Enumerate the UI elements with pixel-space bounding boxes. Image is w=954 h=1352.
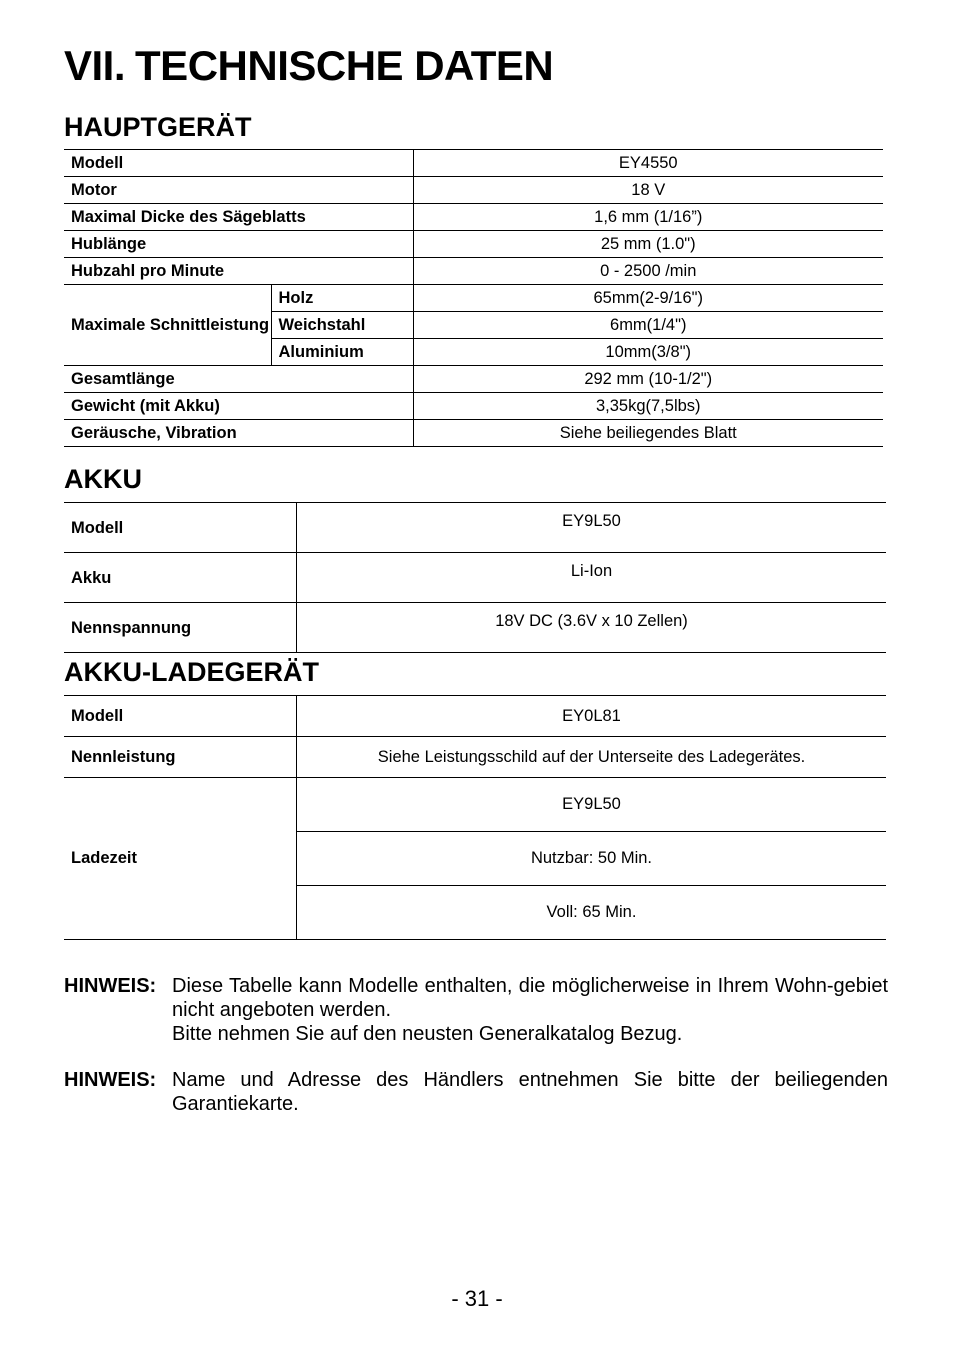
row-label: Gewicht (mit Akku) [64,393,413,420]
row-value: 65mm(2-9/16") [413,285,883,312]
row-value: Siehe Leistungsschild auf der Unterseite des Ladegerätes. [297,737,887,778]
row-label: Maximal Dicke des Sägeblatts [64,204,413,231]
row-value: 6mm(1/4") [413,312,883,339]
cutting-capacity-label: Maximale Schnittleistung [64,285,271,366]
table-row [64,231,883,258]
note-text: Name und Adresse des Händlers entnehmen Sie bitte der beiliegenden Garantiekarte. [172,1069,888,1115]
note-label: HINWEIS: [64,975,157,997]
page-number: - 31 - [451,1286,503,1311]
row-label: Modell [64,696,297,737]
row-label: Hublänge [64,231,413,258]
row-label: Nennspannung [64,603,297,653]
battery-heading: AKKU [64,464,142,494]
battery-table [64,502,886,653]
table-row [64,393,883,420]
row-value: EY9L50 [297,778,887,832]
row-value: EY0L81 [297,696,887,737]
note-label: HINWEIS: [64,1069,157,1091]
row-label: Gesamtlänge [64,366,413,393]
table-row [64,603,886,653]
table-row [64,778,886,832]
table-row [64,285,883,312]
row-value: 10mm(3/8") [413,339,883,366]
row-value: Siehe beiliegendes Blatt [413,420,883,447]
note-text-2: Bitte nehmen Sie auf den neusten Generalkatalog Bezug. [172,1023,683,1045]
main-unit-table [64,149,883,447]
note [64,1068,888,1116]
row-sublabel: Weichstahl [271,312,413,339]
table-row [64,737,886,778]
row-value: Nutzbar: 50 Min. [297,832,887,886]
row-sublabel: Holz [271,285,413,312]
table-row [64,696,886,737]
row-value: EY4550 [413,150,883,177]
row-label: Hubzahl pro Minute [64,258,413,285]
charger-heading: AKKU-LADEGERÄT [64,657,319,687]
row-value: Voll: 65 Min. [297,886,887,940]
table-row [64,420,883,447]
row-label: Motor [64,177,413,204]
row-value: 1,6 mm (1/16”) [413,204,883,231]
page-title [64,42,553,90]
row-label: Modell [64,503,297,553]
row-value: 18V DC (3.6V x 10 Zellen) [297,603,887,653]
note [64,974,888,1046]
row-sublabel: Aluminium [271,339,413,366]
note-text: Diese Tabelle kann Modelle enthalten, die möglicherweise in Ihrem Wohn-gebiet nicht angeboten werden. [172,975,888,1021]
row-label: Geräusche, Vibration [64,420,413,447]
row-value: 3,35kg(7,5lbs) [413,393,883,420]
charge-time-label: Ladezeit [64,778,297,940]
row-value: 0 - 2500 /min [413,258,883,285]
row-label: Akku [64,553,297,603]
section-number: VII. [64,42,126,89]
row-value: 18 V [413,177,883,204]
main-unit-heading: HAUPTGERÄT [64,112,252,142]
title-text: TECHNISCHE DATEN [135,42,554,89]
row-label: Nennleistung [64,737,297,778]
row-value: EY9L50 [297,503,887,553]
charger-table [64,695,886,940]
table-row [64,177,883,204]
row-value: 292 mm (10-1/2") [413,366,883,393]
row-label: Modell [64,150,413,177]
table-row [64,150,883,177]
table-row [64,204,883,231]
table-row [64,258,883,285]
row-value: Li-Ion [297,553,887,603]
table-row [64,553,886,603]
table-row [64,503,886,553]
row-value: 25 mm (1.0") [413,231,883,258]
table-row [64,366,883,393]
